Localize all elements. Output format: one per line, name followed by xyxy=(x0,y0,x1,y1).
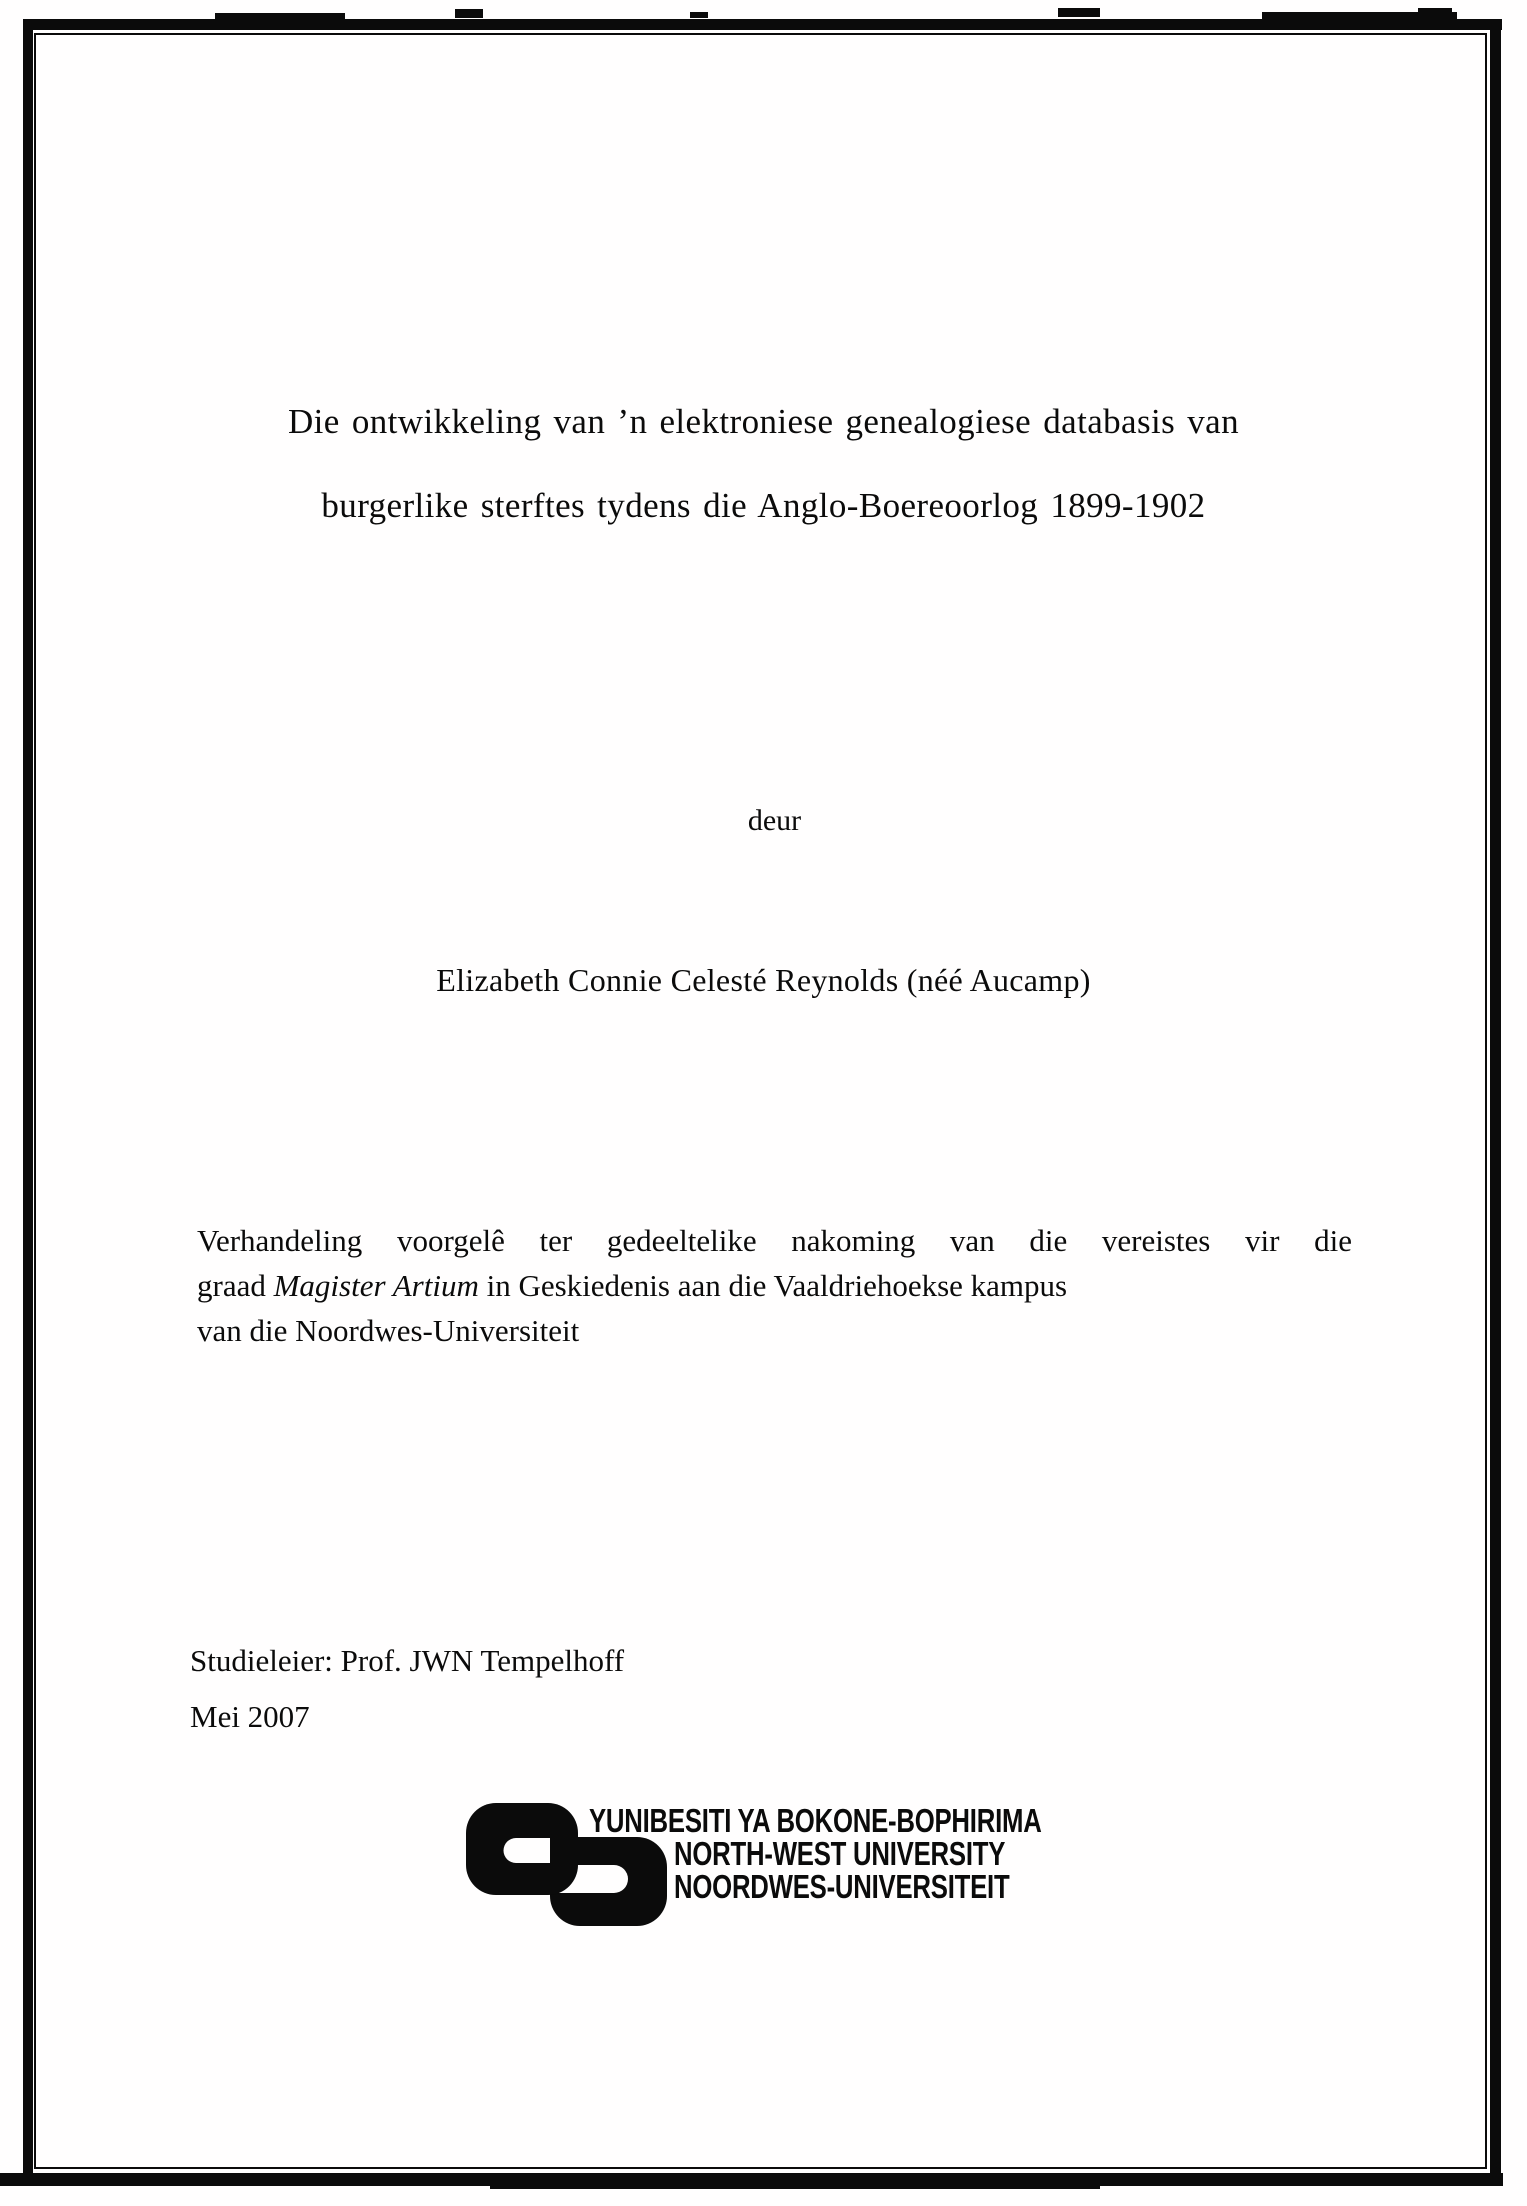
page-border-right xyxy=(1490,19,1501,2186)
university-name-english: NORTH-WEST UNIVERSITY xyxy=(674,1835,1006,1872)
scan-artifact xyxy=(490,2184,1100,2189)
author-name: Elizabeth Connie Celesté Reynolds (néé Aucamp) xyxy=(436,962,1091,998)
university-name-afrikaans: NOORDWES-UNIVERSITEIT xyxy=(674,1868,1010,1905)
degree-statement-line2-prefix: graad xyxy=(197,1268,274,1303)
byline-deur: deur xyxy=(747,804,802,837)
thesis-title-line2: burgerlike sterftes tydens die Anglo-Boereoorlog 1899-1902 xyxy=(321,486,1206,525)
scan-artifact xyxy=(455,9,483,18)
supervisor-line: Studieleier: Prof. JWN Tempelhoff xyxy=(190,1643,625,1678)
degree-statement-line2 xyxy=(197,1263,1352,1308)
page-border-left xyxy=(23,19,33,2186)
university-name-setswana: YUNIBESITI YA BOKONE-BOPHIRIMA xyxy=(589,1802,1042,1839)
degree-statement xyxy=(197,1218,1352,1353)
degree-title-italic: Magister Artium xyxy=(273,1268,479,1303)
degree-statement-line2-suffix: in Geskiedenis aan die Vaaldriehoekse kampus xyxy=(478,1268,1068,1303)
supervisor-block xyxy=(190,1633,624,1745)
scan-artifact xyxy=(1418,8,1452,17)
scan-artifact xyxy=(215,13,345,19)
university-wordmark xyxy=(589,1804,1169,1903)
thesis-title-line1: Die ontwikkeling van ’n elektroniese genealogiese databasis van xyxy=(287,402,1240,441)
degree-statement-line3: van die Noordwes-Universiteit xyxy=(197,1313,580,1348)
scan-artifact xyxy=(1058,8,1100,17)
degree-statement-line1: Verhandeling voorgelê ter gedeeltelike nakoming van die vereistes vir die xyxy=(197,1223,1352,1258)
date-line: Mei 2007 xyxy=(190,1699,310,1734)
page-border-top xyxy=(23,19,1502,30)
scan-artifact xyxy=(690,12,708,18)
